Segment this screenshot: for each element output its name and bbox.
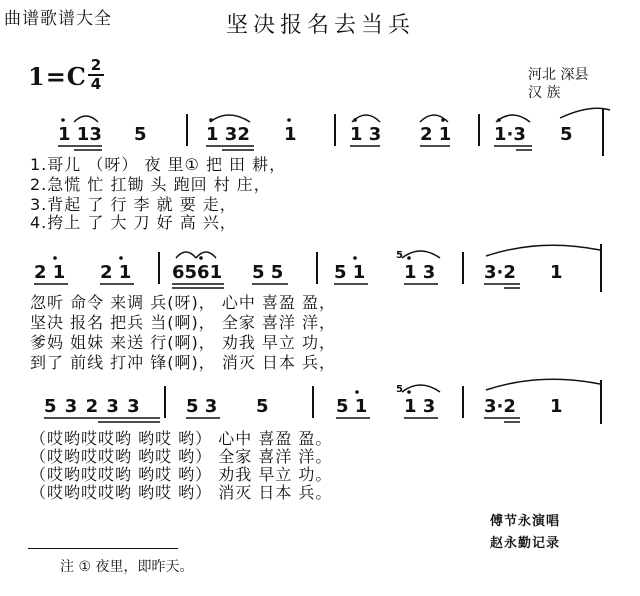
octave-dot: [53, 256, 57, 260]
note-group: 1: [284, 124, 297, 145]
lyric-line: （哎哟哎哎哟 哟哎 哟） 消灭 日本 兵。: [30, 483, 333, 502]
octave-dot: [497, 118, 501, 122]
lyric-line: 4.挎上 了 大 刀 好 高 兴，: [30, 213, 237, 232]
octave-dot: [353, 256, 357, 260]
lyric-line: 3.背起 了 行 李 就 要 走，: [30, 195, 237, 214]
slur: [176, 252, 196, 258]
recorder-credit: 赵永勤记录: [490, 536, 561, 551]
note-group: 3·2: [484, 262, 516, 283]
note-group: 5 1: [334, 262, 366, 283]
slur: [486, 379, 600, 390]
lyric-line: （哎哟哎哎哟 哟哎 哟） 心中 喜盈 盈。: [30, 429, 333, 448]
lyric-line: 2.急慌 忙 扛锄 头 跑回 村 庄，: [30, 175, 271, 194]
singer-credit: 傅节永演唱: [490, 514, 561, 529]
song-title: 坚决报名去当兵: [226, 13, 416, 38]
key-signature: 1=C: [28, 62, 87, 91]
note-group: 2 1: [100, 262, 132, 283]
note-group: 1·3: [494, 124, 526, 145]
slur: [560, 108, 610, 118]
note-group: 5: [256, 396, 269, 417]
slur: [74, 116, 98, 122]
octave-dot: [353, 118, 357, 122]
note-group: 1 3: [404, 396, 436, 417]
note-group: 1 3: [404, 262, 436, 283]
note-group: 6561: [172, 262, 223, 283]
lyric-line: （哎哟哎哎哟 哟哎 哟） 劝我 早立 功。: [30, 465, 333, 484]
ethnic-label: 汉 族: [528, 85, 561, 101]
slur: [210, 115, 250, 122]
lyric-line: 到了 前线 打冲 锋(啊)， 消灭 日本 兵，: [30, 353, 337, 372]
note-group: 3·2: [484, 396, 516, 417]
grace-note: 5: [396, 384, 403, 395]
watermark: 曲谱歌谱大全: [4, 9, 112, 29]
note-group: 1: [550, 396, 563, 417]
note-group: 5 5: [252, 262, 284, 283]
slur: [496, 115, 530, 122]
octave-dot: [61, 118, 65, 122]
lyric-line: 忽听 命令 来调 兵(呀)， 心中 喜盈 盈，: [30, 293, 337, 312]
slur: [196, 252, 216, 258]
lyric-line: 坚决 报名 把兵 当(啊)， 全家 喜洋 洋，: [30, 313, 337, 332]
note-group: 5 1: [336, 396, 368, 417]
octave-dot: [355, 390, 359, 394]
octave-dot: [119, 256, 123, 260]
footnote: 注 ① 夜里，即昨天。: [60, 559, 194, 575]
note-group: 5: [560, 124, 573, 145]
time-bottom: 4: [90, 75, 102, 93]
time-top: 2: [90, 56, 102, 74]
lyric-line: 1.哥儿 （呀） 夜 里① 把 田 耕，: [30, 155, 287, 174]
slur: [486, 245, 600, 256]
note-group: 5 3 2 3 3: [44, 396, 141, 417]
note-group: 2 1: [34, 262, 66, 283]
note-group: 5: [134, 124, 147, 145]
region-label: 河北 深县: [528, 67, 589, 83]
note-group: 1 32: [206, 124, 250, 145]
octave-dot: [407, 256, 411, 260]
octave-dot: [199, 256, 203, 260]
note-group: 1: [550, 262, 563, 283]
octave-dot: [287, 118, 291, 122]
note-group: 2 1: [420, 124, 452, 145]
note-group: 1 13: [58, 124, 102, 145]
note-group: 1 3: [350, 124, 382, 145]
grace-note: 5: [396, 250, 403, 261]
lyric-line: 爹妈 姐妹 来送 行(啊)， 劝我 早立 功，: [30, 333, 337, 352]
note-group: 5 3: [186, 396, 218, 417]
octave-dot: [407, 390, 411, 394]
octave-dot: [441, 118, 445, 122]
lyric-line: （哎哟哎哎哟 哟哎 哟） 全家 喜洋 洋。: [30, 447, 333, 466]
octave-dot: [209, 118, 213, 122]
